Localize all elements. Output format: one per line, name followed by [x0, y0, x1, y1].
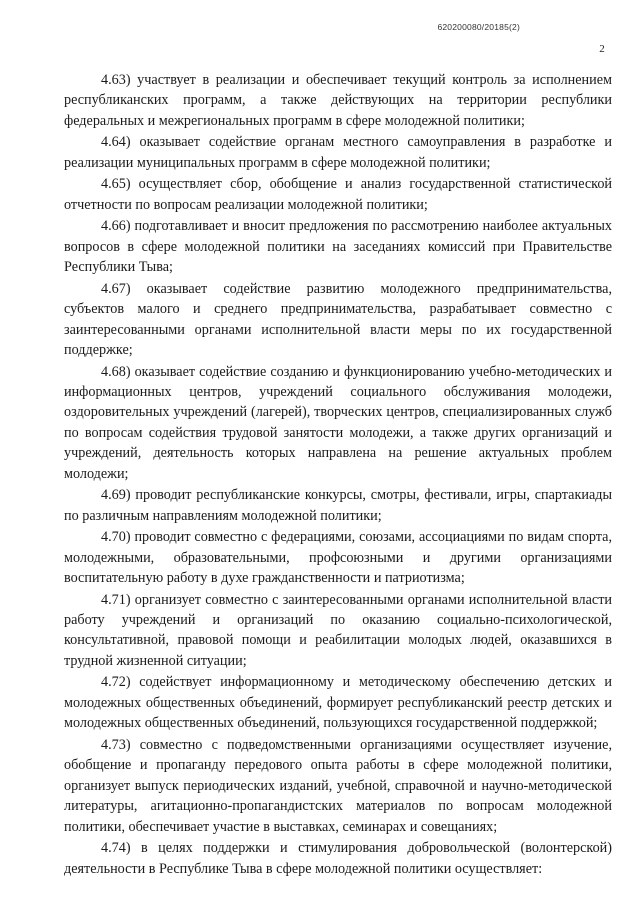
paragraph-4-72: 4.72) содействует информационному и методическому обеспечению детских и молодежных общественных объединений, формирует республиканский реестр детских и молодежных общественных объединений, пользующихся государственной поддержкой;: [64, 674, 612, 732]
document-body: [64, 70, 612, 880]
paragraph-4-70: 4.70) проводит совместно с федерациями, союзами, ассоциациями по видам спорта, молодежными, образовательными, профсоюзными и другими организациями воспитательную работу в духе гражданственности и патриотизма;: [64, 529, 612, 587]
paragraph-4-74: 4.74) в целях поддержки и стимулирования добровольческой (волонтерской) деятельности в Республике Тыва в сфере молодежной политики осуществляет:: [64, 840, 612, 877]
paragraph-4-69: 4.69) проводит республиканские конкурсы, смотры, фестивали, игры, спартакиады по различным направлениям молодежной политики;: [64, 487, 612, 524]
paragraph-4-64: 4.64) оказывает содействие органам местного самоуправления в разработке и реализации муниципальных программ в сфере молодежной политики;: [64, 134, 612, 171]
paragraph-4-71: 4.71) организует совместно с заинтересованными органами исполнительной власти работу учреждений и организаций по оказанию социально-психологической, консультативной, правовой помощи и реабилитации молодых людей, оказавшихся в трудной жизненной ситуации;: [64, 591, 612, 669]
document-id: 620200080/20185(2): [437, 22, 520, 32]
paragraph-4-63: 4.63) участвует в реализации и обеспечивает текущий контроль за исполнением республиканских программ, а также действующих на территории республики федеральных и межрегиональных программ в сфере молодежной политики;: [64, 72, 612, 129]
paragraph-4-68: 4.68) оказывает содействие созданию и функционированию учебно-методических и информационных центров, учреждений социального обслуживания молодежи, оздоровительных учреждений (лагерей), творческих центров, специализированных служб по вопросам содействия трудовой занятости молодежи, а также других организаций и учреждений, деятельность которых направлена на решение актуальных проблем молодежи;: [64, 363, 612, 482]
page-number: 2: [599, 43, 605, 55]
paragraph-4-73: 4.73) совместно с подведомственными организациями осуществляет изучение, обобщение и пропаганду передового опыта работы в сфере молодежной политики, организует выпуск периодических изданий, учебной, справочной и научно-методической литературы, агитационно-пропагандистских материалов по вопросам молодежной политики, обеспечивает участие в выставках, семинарах и совещаниях;: [64, 736, 612, 835]
paragraph-4-67: 4.67) оказывает содействие развитию молодежного предпринимательства, субъектов малого и среднего предпринимательства, разрабатывает совместно с заинтересованными органами исполнительной власти меры по их государственной поддержке;: [64, 280, 612, 359]
paragraph-4-65: 4.65) осуществляет сбор, обобщение и анализ государственной статистической отчетности по вопросам реализации молодежной политики;: [64, 176, 612, 213]
paragraph-4-66: 4.66) подготавливает и вносит предложения по рассмотрению наиболее актуальных вопросов в сфере молодежной политики на заседаниях комиссий при Правительстве Республики Тыва;: [64, 218, 612, 276]
